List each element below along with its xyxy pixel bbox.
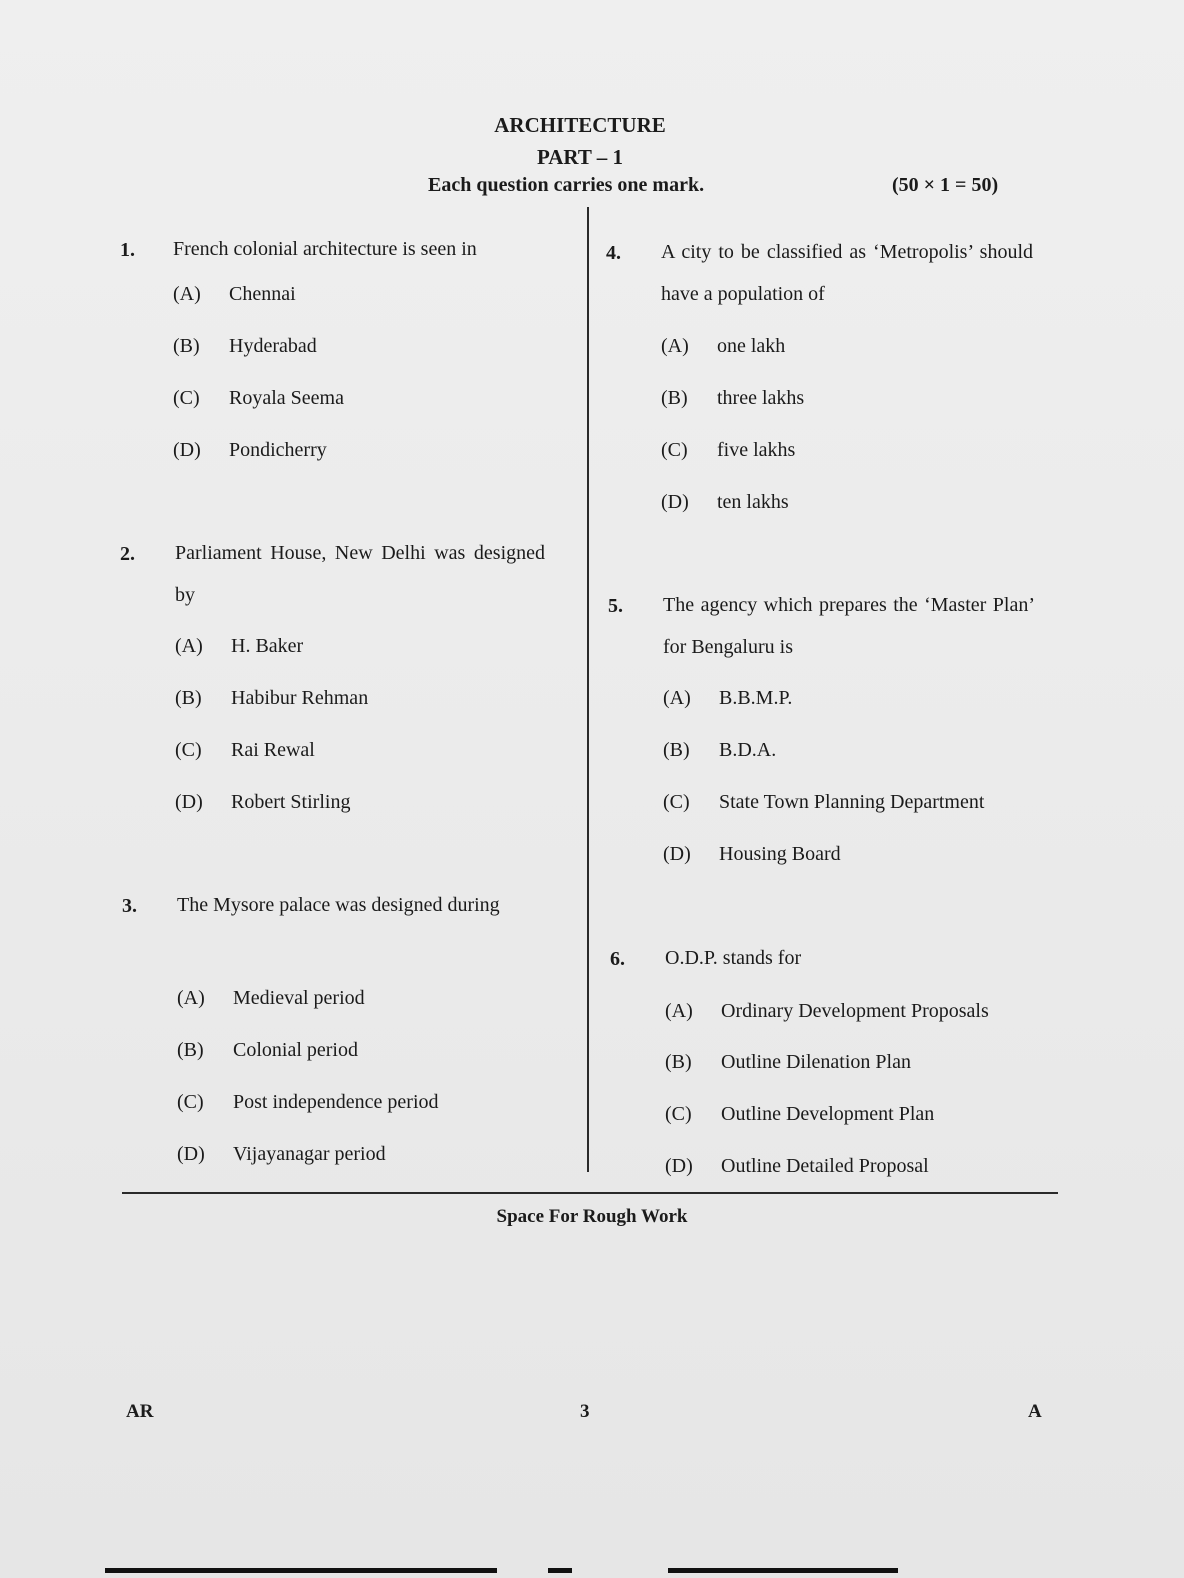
option-a: (A) Medieval period: [177, 987, 365, 1009]
part-title: PART – 1: [537, 145, 623, 169]
bottom-edge-bar: [668, 1568, 898, 1573]
option-d: (D) Outline Detailed Proposal: [665, 1155, 929, 1177]
option-c: (C) Post independence period: [177, 1091, 439, 1113]
question-stem: O.D.P. stands for: [665, 947, 802, 969]
option-b: (B) Hyderabad: [173, 335, 317, 357]
option-b: (B) B.D.A.: [663, 739, 777, 761]
question-stem: French colonial architecture is seen in: [173, 238, 477, 260]
option-a: (A) one lakh: [661, 335, 786, 357]
question-number: 2.: [120, 543, 135, 565]
footer-code: AR: [126, 1401, 154, 1422]
option-a: (A) B.B.M.P.: [663, 687, 793, 709]
option-b: (B) three lakhs: [661, 387, 805, 409]
question-stem: The agency which prepares the ‘Master Plan’ for Bengaluru is: [663, 594, 1035, 658]
option-c: (C) Outline Development Plan: [665, 1103, 935, 1125]
option-d: (D) Vijayanagar period: [177, 1143, 386, 1165]
option-d: (D) ten lakhs: [661, 491, 789, 513]
option-c: (C) five lakhs: [661, 439, 796, 461]
option-c: (C) Rai Rewal: [175, 739, 315, 761]
question-number: 5.: [608, 595, 623, 617]
question-number: 4.: [606, 242, 621, 264]
bottom-edge-bar: [105, 1568, 497, 1573]
option-d: (D) Housing Board: [663, 843, 841, 865]
question-number: 6.: [610, 948, 625, 970]
question-stem: A city to be classified as ‘Metropolis’ should have a population of: [661, 241, 1033, 305]
instruction-text: Each question carries one mark.: [428, 174, 705, 196]
subject-title: ARCHITECTURE: [494, 113, 666, 137]
option-a: (A) H. Baker: [175, 635, 304, 657]
bottom-edge-bar: [548, 1568, 572, 1573]
option-d: (D) Robert Stirling: [175, 791, 351, 813]
option-b: (B) Habibur Rehman: [175, 687, 369, 709]
column-divider: [587, 207, 589, 1172]
marks-allocation: (50 × 1 = 50): [892, 174, 999, 196]
question-stem: The Mysore palace was designed during: [177, 894, 500, 916]
option-c: (C) Royala Seema: [173, 387, 344, 409]
rough-work-divider: [122, 1192, 1058, 1194]
page-number: 3: [580, 1401, 590, 1422]
option-c: (C) State Town Planning Department: [663, 791, 985, 813]
question-stem: Parliament House, New Delhi was designed by: [175, 542, 545, 606]
rough-work-label: Space For Rough Work: [496, 1206, 688, 1227]
footer-version: A: [1028, 1401, 1042, 1422]
option-a: (A) Ordinary Development Proposals: [665, 1000, 989, 1022]
question-number: 3.: [122, 895, 137, 917]
option-d: (D) Pondicherry: [173, 439, 327, 461]
option-b: (B) Outline Dilenation Plan: [665, 1051, 911, 1073]
option-a: (A) Chennai: [173, 283, 296, 305]
question-number: 1.: [120, 239, 135, 261]
option-b: (B) Colonial period: [177, 1039, 358, 1061]
